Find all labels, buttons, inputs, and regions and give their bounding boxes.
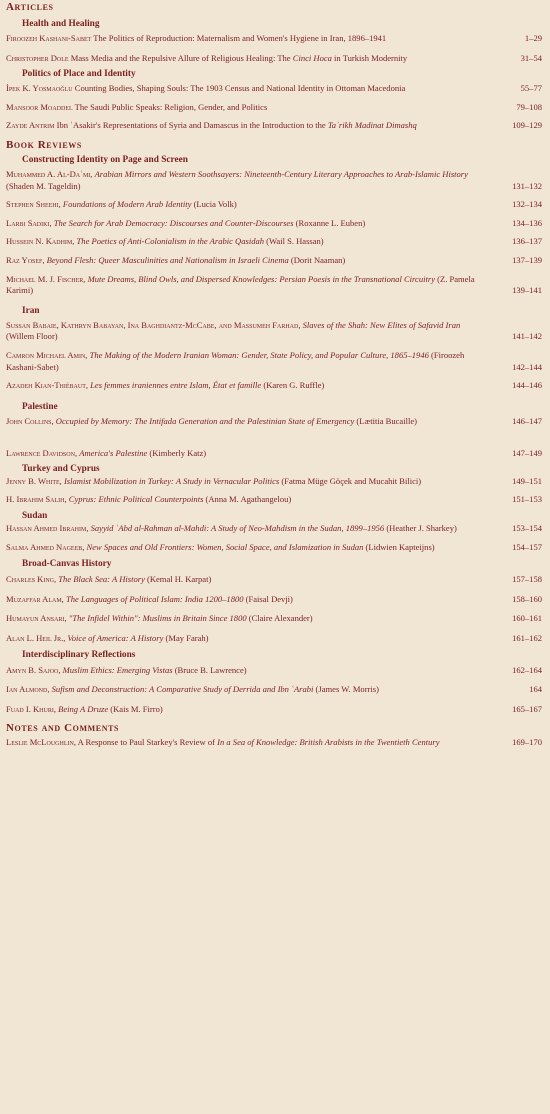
section-heading: Notes and Comments: [6, 722, 120, 735]
entry-title-italic: Islamist Mobilization in Turkey: A Study in Vernacular Politics: [63, 475, 280, 486]
group-heading: Sudan: [22, 511, 48, 522]
toc-entry[interactable]: [6, 320, 544, 343]
entry-author: Leslie McLoughlin,: [6, 737, 76, 748]
entry-pages: 31–54: [520, 52, 542, 63]
entry-author: Ian Almond,: [6, 684, 50, 695]
entry-title-italic: Les femmes iraniennes entre Islam, État et famille: [90, 380, 262, 391]
entry-author: Hussein N. Kadhim,: [6, 236, 75, 247]
entry-author: Fuad I. Khuri,: [6, 703, 56, 714]
entry-title: A Response to Paul Starkey's Review of: [75, 737, 218, 748]
entry-author: Mansoor Moaddel: [6, 101, 73, 112]
toc-entry[interactable]: [6, 169, 544, 192]
entry-title: Counting Bodies, Shaping Souls: The 1903 Census and National Identity in Ottoman Macedonia: [72, 83, 406, 94]
entry-author: Alan L. Heil Jr.,: [6, 633, 66, 644]
toc-entry[interactable]: [6, 633, 544, 645]
group-heading: Palestine: [22, 401, 58, 412]
entry-author: Stephen Sheehi,: [6, 199, 61, 210]
entry-title-italic: Sayyid ʿAbd al-Rahman al-Mahdi: A Study of Neo-Mahdism in the Sudan, 1899–1956: [90, 523, 385, 534]
entry-author: Muzaffar Alam,: [6, 593, 64, 604]
entry-pages: 139–141: [512, 285, 542, 296]
entry-author: Amyn B. Sajoo,: [6, 664, 61, 675]
entry-title-italic: Sufism and Deconstruction: A Comparative Study of Derrida and Ibn ʿArabi: [51, 684, 314, 695]
group-heading: Iran: [22, 305, 40, 316]
entry-title: in Turkish Modernity: [331, 52, 408, 63]
entry-reviewer: (Kais M. Firro): [108, 703, 163, 714]
entry-pages: 154–157: [512, 541, 542, 552]
entry-author: Firoozeh Kashani-Sabet: [6, 33, 92, 43]
group-heading: Health and Healing: [22, 19, 100, 29]
entry-pages: 164: [529, 684, 542, 695]
entry-pages: 55–77: [520, 83, 542, 94]
toc-entry[interactable]: [6, 83, 544, 95]
section-heading: Book Reviews: [6, 138, 82, 151]
entry-pages: 79–108: [516, 101, 542, 112]
entry-title-italic: Cinci Hoca: [292, 52, 332, 63]
entry-reviewer: (Kemal H. Karpat): [144, 574, 212, 585]
toc-entry[interactable]: [6, 737, 544, 749]
entry-pages: 153–154: [512, 523, 542, 534]
toc-entry[interactable]: [6, 448, 544, 460]
entry-title-italic: The Making of the Modern Iranian Woman: Gender, State Policy, and Popular Culture, 1865–1946: [89, 349, 429, 360]
entry-author: Larbi Sadiki,: [6, 217, 52, 228]
entry-pages: 161–162: [512, 633, 542, 644]
entry-title-italic: Mute Dreams, Blind Owls, and Dispersed Knowledges: Persian Poesis in the Transnational Circuitry: [87, 273, 435, 284]
entry-reviewer: (Fatma Müge Göçek and Mucahit Bilici): [279, 475, 422, 486]
entry-title: Mass Media and the Repulsive Allure of Religious Healing: The: [68, 52, 293, 63]
entry-author: Lawrence Davidson,: [6, 448, 78, 459]
entry-title-italic: The Poetics of Anti-Colonialism in the Arabic Qasidah: [76, 236, 265, 247]
toc-entry[interactable]: [6, 574, 544, 586]
entry-reviewer: (Shaden M. Tageldin): [6, 180, 81, 191]
entry-author: Hassan Ahmed Ibrahim,: [6, 523, 89, 534]
entry-title-italic: Beyond Flesh: Queer Masculinities and Nationalism in Israeli Cinema: [46, 254, 289, 265]
entry-pages: 151–153: [512, 494, 542, 505]
entry-reviewer: (Wail S. Hassan): [264, 236, 324, 247]
entry-author: Jenny B. White,: [6, 475, 62, 486]
entry-title-italic: New Spaces and Old Frontiers: Women, Social Space, and Islamization in Sudan: [86, 541, 364, 552]
entry-reviewer: (Heather J. Sharkey): [384, 523, 457, 534]
entry-pages: 146–147: [512, 415, 542, 426]
entry-reviewer: (Lidwien Kapteijns): [363, 541, 435, 552]
entry-pages: 165–167: [512, 703, 542, 714]
entry-title-italic: Cyprus: Ethnic Political Counterpoints: [68, 494, 204, 505]
entry-reviewer: (Firoozeh Kashani-Sabet): [6, 349, 465, 372]
entry-pages: 137–139: [512, 254, 542, 265]
entry-reviewer: (Kimberly Katz): [147, 448, 207, 459]
section-heading: Articles: [6, 1, 54, 13]
entry-reviewer: (May Farah): [163, 633, 209, 644]
entry-reviewer: (Willem Floor): [6, 331, 58, 342]
entry-title-italic: Occupied by Memory: The Intifada Generation and the Palestinian State of Emergency: [55, 415, 355, 426]
entry-title: The Saudi Public Speaks: Religion, Gender, and Politics: [72, 101, 268, 112]
entry-pages: 144–146: [512, 380, 542, 391]
group-heading: Broad-Canvas History: [22, 559, 112, 570]
entry-author: Raz Yosef,: [6, 254, 45, 265]
toc-entry[interactable]: [6, 218, 544, 230]
entry-pages: 147–149: [512, 448, 542, 459]
entry-pages: 142–144: [512, 361, 542, 372]
entry-pages: 1–29: [524, 33, 542, 43]
entry-reviewer: (Anna M. Agathangelou): [203, 494, 292, 505]
entry-title-italic: The Search for Arab Democracy: Discourses and Counter-Discourses: [53, 217, 294, 228]
entry-author: Sussan Babaie, Kathryn Babayan, Ina Baghdiantz-McCabe, and Massumeh Farhad,: [6, 319, 301, 330]
entry-reviewer: (James W. Morris): [313, 684, 379, 695]
entry-author: Charles King,: [6, 574, 57, 585]
entry-author: Christopher Dole: [6, 52, 69, 63]
entry-pages: 131–132: [512, 180, 542, 191]
entry-pages: 158–160: [512, 593, 542, 604]
entry-title-italic: Being A Druze: [58, 703, 109, 714]
section-book-reviews: [6, 138, 544, 715]
entry-title-italic: Voice of America: A History: [67, 633, 164, 644]
section-articles: [6, 0, 544, 132]
toc-entry[interactable]: [6, 274, 544, 297]
group-heading: Turkey and Cyprus: [22, 463, 100, 474]
entry-author: Azadeh Kian-Thiébaut,: [6, 380, 89, 391]
entry-pages: 169–170: [512, 737, 542, 748]
entry-author: Salma Ahmed Nageeb,: [6, 541, 85, 552]
entry-title: The Politics of Reproduction: Maternalism and Women's Hygiene in Iran, 1896–1941: [91, 33, 387, 43]
entry-pages: 141–142: [512, 331, 542, 342]
entry-author: Muhammed A. Al-Daʾmi,: [6, 168, 93, 179]
entry-pages: 157–158: [512, 574, 542, 585]
entry-reviewer: (Karen G. Ruffle): [261, 380, 325, 391]
entry-title-italic: America's Palestine: [79, 448, 148, 459]
toc-entry[interactable]: [6, 494, 544, 506]
toc-entry[interactable]: [6, 665, 544, 677]
entry-author: Humayun Ansari,: [6, 613, 67, 624]
toc-entry[interactable]: [6, 120, 544, 132]
entry-title-italic: Arabian Mirrors and Western Soothsayers: Nineteenth-Century Literary Approaches to Arab-Islamic History: [94, 168, 468, 179]
entry-author: John Collins,: [6, 415, 54, 426]
toc-entry[interactable]: [6, 102, 544, 114]
entry-pages: 109–129: [512, 120, 542, 131]
entry-pages: 149–151: [512, 475, 542, 486]
entry-reviewer: (Bruce B. Lawrence): [172, 664, 247, 675]
toc-entry[interactable]: [6, 350, 544, 373]
entry-title-italic: Slaves of the Shah: New Elites of Safavid Iran: [302, 319, 461, 330]
toc-entry[interactable]: [6, 476, 544, 488]
section-notes-and-comments: [6, 721, 544, 749]
toc-entry[interactable]: [6, 684, 544, 696]
entry-pages: 134–136: [512, 217, 542, 228]
entry-pages: 160–161: [512, 613, 542, 624]
entry-reviewer: (Lucia Volk): [191, 199, 237, 210]
entry-title: Ibn ʿAsakir's Representations of Syria and Damascus in the Introduction to the: [54, 120, 328, 131]
entry-author: İpek K. Yosmaoğlu: [6, 83, 73, 94]
entry-author: Michael M. J. Fischer,: [6, 273, 86, 284]
entry-pages: 136–137: [512, 236, 542, 247]
toc-entry[interactable]: [6, 594, 544, 606]
entry-title-italic: Foundations of Modern Arab Identity: [62, 199, 192, 210]
toc-entry[interactable]: [6, 236, 544, 248]
toc-entry[interactable]: [6, 199, 544, 211]
toc-entry[interactable]: [6, 416, 544, 428]
toc-entry[interactable]: [6, 255, 544, 267]
entry-title-italic: Taʾrikh Madinat Dimashq: [327, 120, 417, 131]
toc-entry[interactable]: [6, 53, 544, 65]
group-heading: Constructing Identity on Page and Screen: [22, 154, 188, 165]
toc-entry[interactable]: [6, 704, 544, 716]
toc-entry[interactable]: [6, 33, 544, 45]
entry-author: H. Ibrahim Salih,: [6, 494, 67, 505]
group-heading: Interdisciplinary Reflections: [22, 649, 136, 660]
entry-reviewer: (Z. Pamela Karimi): [6, 273, 475, 296]
entry-author: Zayde Antrim: [6, 120, 55, 131]
entry-title-italic: The Languages of Political Islam: India 1200–1800: [65, 593, 244, 604]
entry-title-italic: The Black Sea: A History: [58, 574, 145, 585]
entry-reviewer: (Lætitia Bucaille): [354, 415, 417, 426]
entry-pages: 132–134: [512, 199, 542, 210]
entry-pages: 162–164: [512, 664, 542, 675]
entry-author: Camron Michael Amin,: [6, 349, 88, 360]
entry-reviewer: (Claire Alexander): [246, 613, 313, 624]
entry-reviewer: (Dorit Naaman): [288, 254, 346, 265]
entry-title-italic: Muslim Ethics: Emerging Vistas: [62, 664, 173, 675]
entry-title-italic: "The Infidel Within": Muslims in Britain Since 1800: [68, 613, 247, 624]
toc-entry[interactable]: [6, 380, 544, 392]
entry-title-italic: In a Sea of Knowledge: British Arabists in the Twentieth Century: [217, 737, 440, 748]
toc-entry[interactable]: [6, 542, 544, 554]
entry-reviewer: (Faisal Devji): [243, 593, 293, 604]
toc-entry[interactable]: [6, 613, 544, 625]
toc-entry[interactable]: [6, 523, 544, 535]
group-heading: Politics of Place and Identity: [22, 69, 136, 80]
entry-reviewer: (Roxanne L. Euben): [293, 217, 366, 228]
